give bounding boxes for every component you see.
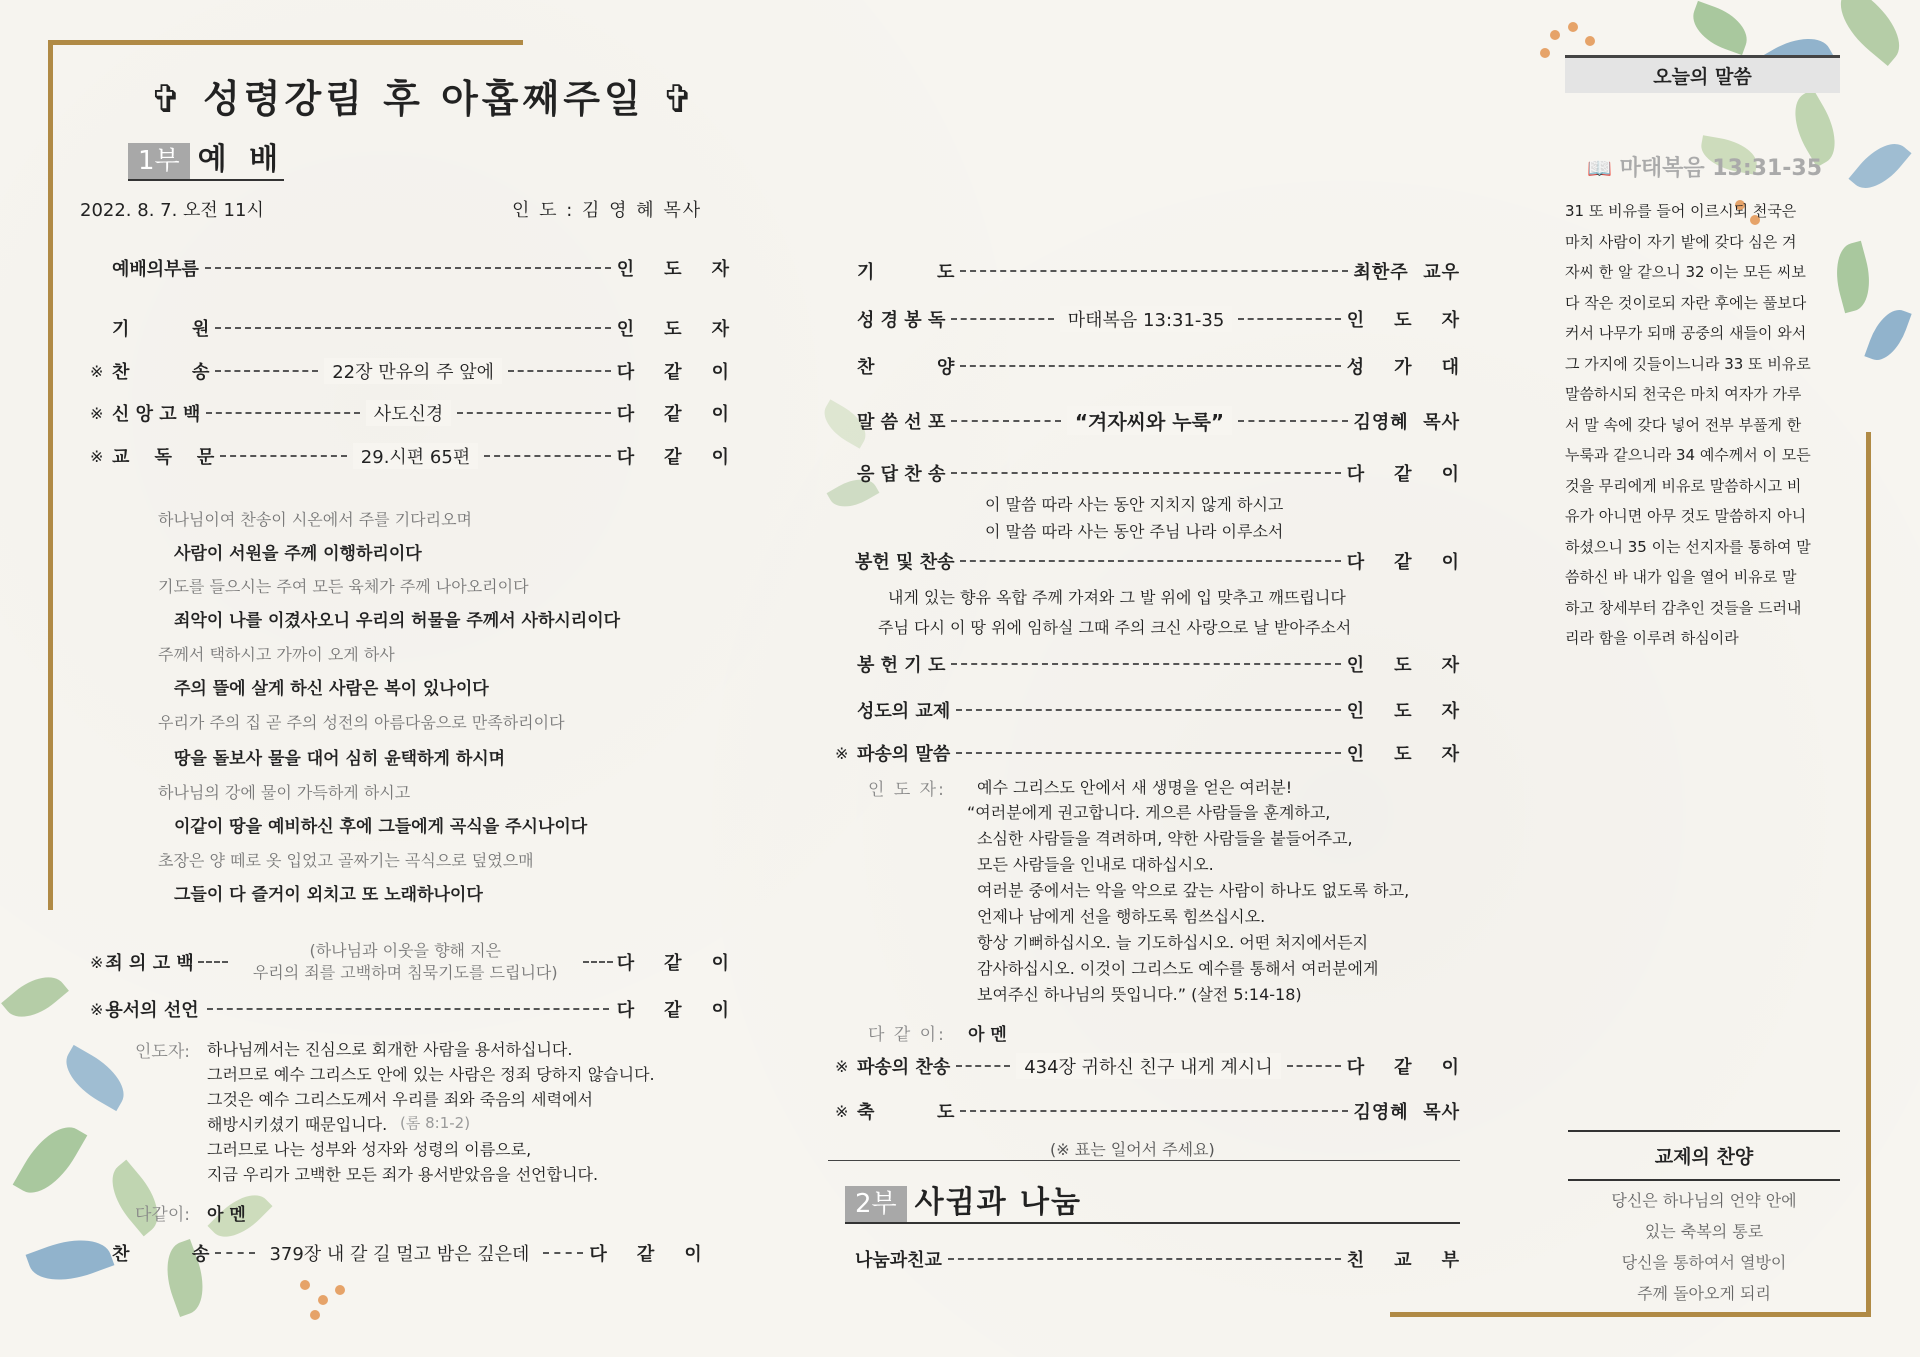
sending-line: 항상 기뻐하십시오. 늘 기도하십시오. 어떤 처지에서든지: [977, 933, 1369, 952]
reading-leader-line: 기도를 들으시는 주여 모든 육체가 주께 나아오리이다: [158, 577, 529, 596]
stand-mark: ※: [835, 1056, 849, 1076]
confession-note-line2: 우리의 죄를 고백하며 침묵기도를 드립니다): [252, 963, 558, 982]
order-item-fellowship: [855, 1246, 1460, 1272]
order-item: [835, 306, 1460, 332]
order-responsible: 다 같 이: [1346, 1057, 1460, 1078]
order-item: [835, 258, 1460, 284]
frame-line-left: [48, 40, 53, 910]
order-item-forgiveness: [90, 996, 730, 1022]
reading-leader-line: 하나님의 강에 물이 가득하게 하시고: [158, 783, 411, 802]
order-item: [835, 460, 1460, 486]
scripture-line: 유가 아니면 아무 것도 말씀하지 아니: [1565, 507, 1807, 525]
frame-line-right: [1866, 432, 1871, 1317]
all-response-2: 아 멘: [968, 1025, 1007, 1045]
scripture-reference-row: [1587, 151, 1840, 182]
order-label: 교 독 문: [112, 447, 215, 468]
reading-congregation-line: 사람이 서원을 주께 이행하리이다: [174, 544, 422, 564]
order-item: [835, 740, 1460, 766]
stand-mark: ※: [835, 743, 849, 763]
order-responsible: 다 같 이: [616, 1000, 730, 1021]
all-speaker-2: 다 같 이:: [868, 1025, 946, 1045]
order-label: 응 답 찬 송: [857, 464, 946, 485]
scripture-line: 마치 사람이 자기 밭에 갖다 심은 겨: [1565, 232, 1797, 251]
scripture-line: 커서 나무가 되매 공중의 새들이 와서: [1565, 324, 1807, 342]
sending-line: 소심한 사람들을 격려하며, 약한 사람들을 붙들어주고,: [977, 829, 1353, 848]
offering-song-line1: 내게 있는 향유 옥합 주께 가져와 그 발 위에 입 맞추고 깨뜨립니다: [888, 588, 1346, 607]
stand-mark: ※: [90, 952, 104, 972]
order-item-offering: [855, 548, 1460, 574]
sending-line: 모든 사람들을 인내로 대하십시오.: [977, 855, 1214, 874]
scripture-line: 31 또 비유를 들어 이르시되 천국은: [1565, 202, 1797, 220]
forgiveness-line: 지금 우리가 고백한 모든 죄가 용서받았음을 선언합니다.: [207, 1165, 599, 1184]
order-responsible: 김영혜 목사: [1353, 1102, 1460, 1123]
order-responsible: 인 도 자: [616, 319, 730, 340]
page-title: ✞ 성령강림 후 아홉째주일 ✞: [150, 77, 698, 121]
sending-line: 언제나 남에게 선을 행하도록 힘쓰십시오.: [977, 907, 1266, 926]
order-label: 성도의 교제: [857, 701, 951, 722]
order-responsible: 성 가 대: [1346, 357, 1460, 378]
frame-line-bottom-right: [1390, 1312, 1871, 1317]
hymn-line: 당신을 통하여서 열방이: [1621, 1253, 1787, 1272]
order-responsible: 친 교 부: [1346, 1250, 1460, 1271]
scripture-line: 다 작은 것이로되 자란 후에는 풀보다: [1565, 293, 1807, 312]
order-responsible: 인 도 자: [1346, 744, 1460, 765]
order-responsible: 다 같 이: [616, 404, 730, 425]
hymn-lyrics: [1568, 1185, 1840, 1309]
sending-line: 보여주신 하나님의 뜻입니다.” (살전 5:14-18): [977, 985, 1302, 1004]
scripture-line: 자씨 한 알 같으니 32 이는 모든 씨보: [1565, 263, 1806, 281]
scripture-line: 하셨으니 35 이는 선지자를 통하여 말: [1565, 537, 1811, 556]
stand-note: (※ 표는 일어서 주세요): [1050, 1140, 1215, 1159]
order-responsible: 다 같 이: [1346, 552, 1460, 573]
part1-heading: [128, 134, 284, 181]
part1-badge: 1부: [128, 143, 190, 179]
confession-note-line1: (하나님과 이웃을 향해 지은: [309, 941, 501, 960]
forgiveness-line: 해방시키셨기 때문입니다.: [207, 1115, 388, 1134]
service-date: 2022. 8. 7. 오전 11시: [80, 200, 264, 221]
todays-word-heading: 오늘의 말씀: [1565, 55, 1840, 93]
order-item: [835, 697, 1460, 723]
order-label: 봉 헌 기 도: [857, 655, 946, 676]
reading-leader-line: 초장은 양 떼로 옷 입었고 골짜기는 곡식으로 덮였으매: [158, 851, 534, 870]
order-label: 예배의부름: [112, 259, 199, 280]
response-song-line1: 이 말씀 따라 사는 동안 지치지 않게 하시고: [985, 495, 1284, 514]
order-item-hymn-final-left: [112, 1240, 730, 1266]
order-detail: “겨자씨와 누룩”: [1067, 406, 1232, 435]
forgiveness-line: 그것은 예수 그리스도께서 우리를 죄와 죽음의 세력에서: [207, 1090, 594, 1109]
sending-speaker: 인 도 자:: [868, 780, 946, 800]
divider-line: [828, 1160, 1460, 1161]
order-item: [835, 406, 1460, 435]
order-item: [90, 443, 730, 469]
stand-mark: ※: [90, 446, 104, 466]
order-responsible: 다 같 이: [589, 1244, 703, 1265]
order-responsible: 인 도 자: [616, 259, 730, 280]
reading-leader-line: 우리가 주의 집 곧 주의 성전의 아름다움으로 만족하리이다: [158, 713, 565, 732]
order-responsible: 최한주 교우: [1353, 262, 1460, 283]
order-responsible: 다 같 이: [616, 447, 731, 468]
sending-line: 여러분 중에서는 악을 악으로 갚는 사람이 하나도 없도록 하고,: [977, 881, 1410, 900]
order-label: 나눔과친교: [855, 1250, 942, 1271]
order-item: [835, 353, 1460, 379]
scripture-line: 하고 창세부터 감추인 것들을 드러내: [1565, 598, 1802, 617]
order-item: [90, 255, 730, 281]
forgiveness-line: 하나님께서는 진심으로 회개한 사람을 용서하십니다.: [207, 1040, 573, 1059]
order-label: 찬 송: [112, 362, 210, 383]
order-detail: 379장 내 갈 길 멀고 밤은 깊은데: [261, 1240, 537, 1266]
order-label: 말 씀 선 포: [857, 411, 946, 433]
order-detail: 마태복음 13:31-35: [1060, 306, 1233, 332]
order-label: 성 경 봉 독: [857, 310, 946, 331]
stand-mark: ※: [835, 1101, 849, 1121]
all-response: 아 멘: [207, 1205, 246, 1225]
order-item-confession: [90, 940, 730, 984]
order-responsible: 다 같 이: [616, 362, 731, 383]
scripture-line: 씀하신 바 내가 입을 열어 비유로 말: [1565, 568, 1797, 586]
scripture-line: 서 말 속에 갖다 넣어 전부 부풀게 한: [1565, 415, 1802, 434]
order-label: 봉헌 및 찬송: [855, 552, 955, 573]
stand-mark: ※: [90, 999, 104, 1019]
scripture-text: [1565, 196, 1840, 654]
order-detail: 22장 만유의 주 앞에: [324, 358, 502, 384]
stand-mark: ※: [90, 403, 104, 423]
order-label: 파송의 찬송: [857, 1057, 951, 1078]
order-responsible: 다 같 이: [1346, 464, 1460, 485]
order-label: 기 원: [112, 319, 210, 340]
offering-song-line2: 주님 다시 이 땅 위에 임하실 그때 주의 크신 사랑으로 날 받아주소서: [878, 618, 1352, 637]
order-detail: 434장 귀하신 친구 내게 계시니: [1016, 1053, 1281, 1079]
order-label: 찬 송: [112, 1244, 210, 1265]
part2-badge: 2부: [845, 1186, 907, 1222]
scripture-line: 것을 무리에게 비유로 말씀하시고 비: [1565, 476, 1802, 495]
order-item: [90, 400, 730, 426]
hymn-line: 주께 돌아오게 되리: [1637, 1284, 1771, 1303]
forgiveness-line: 그러므로 예수 그리스도 안에 있는 사람은 정죄 당하지 않습니다.: [207, 1065, 655, 1084]
order-item: [835, 1053, 1460, 1079]
scripture-line: 누룩과 같으니라 34 예수께서 이 모든: [1565, 446, 1811, 464]
sending-first-line: 예수 그리스도 안에서 새 생명을 얻은 여러분!: [977, 778, 1293, 797]
reading-congregation-line: 이같이 땅을 예비하신 후에 그들에게 곡식을 주시나이다: [174, 817, 588, 837]
stand-mark: ※: [90, 361, 104, 381]
book-icon: 📖: [1587, 156, 1612, 180]
order-detail: 사도신경: [366, 400, 452, 426]
scripture-line: 그 가지에 깃들이느니라 33 또 비유로: [1565, 354, 1811, 373]
reading-congregation-line: 죄악이 나를 이겼사오니 우리의 허물을 주께서 사하시리이다: [174, 611, 621, 631]
reading-congregation-line: 그들이 다 즐거이 외치고 또 노래하나이다: [174, 885, 483, 905]
part2-heading: [845, 1177, 1460, 1224]
scripture-line: 말씀하시되 천국은 마치 여자가 가루: [1565, 385, 1802, 403]
reading-leader-line: 하나님이여 찬송이 시온에서 주를 기다리오며: [158, 510, 473, 529]
order-item: [90, 315, 730, 341]
forgiveness-speaker: 인도자:: [135, 1042, 190, 1062]
hymn-line: 있는 축복의 통로: [1644, 1222, 1764, 1241]
todays-word-panel: [1565, 55, 1840, 654]
order-label: 축 도: [857, 1102, 955, 1123]
order-label: 찬 양: [857, 357, 955, 378]
service-leader: 인 도 : 김 영 혜 목사: [512, 200, 703, 221]
hymn-line: 당신은 하나님의 언약 안에: [1611, 1191, 1797, 1210]
hymn-panel: [1568, 1130, 1840, 1309]
order-responsible: 다 같 이: [616, 953, 730, 974]
all-speaker: 다같이:: [135, 1205, 190, 1225]
order-responsible: 인 도 자: [1346, 701, 1460, 722]
order-item: [835, 1098, 1460, 1124]
forgiveness-line: 그러므로 나는 성부와 성자와 성령의 이름으로,: [207, 1140, 532, 1159]
reading-leader-line: 주께서 택하시고 가까이 오게 하사: [158, 645, 395, 664]
scripture-reference-inline: (롬 8:1-2): [400, 1114, 471, 1132]
hymn-heading: 교제의 찬양: [1568, 1130, 1840, 1181]
scripture-reference: 마태복음 13:31-35: [1619, 156, 1823, 181]
order-label: 용서의 선언: [105, 1000, 199, 1021]
part2-name: 사귐과 나눔: [914, 1185, 1083, 1220]
order-label: 기 도: [857, 262, 955, 283]
order-detail: 29.시편 65편: [353, 443, 478, 469]
order-label: 파송의 말씀: [857, 744, 951, 765]
order-label: 죄 의 고 백: [105, 953, 194, 974]
scripture-line: 리라 함을 이루려 하심이라: [1565, 629, 1739, 647]
reading-congregation-line: 주의 뜰에 살게 하신 사람은 복이 있나이다: [174, 679, 489, 699]
order-item: [90, 358, 730, 384]
order-responsible: 김영혜 목사: [1353, 411, 1461, 433]
reading-congregation-line: 땅을 돌보사 물을 대어 심히 윤택하게 하시며: [174, 749, 506, 769]
response-song-line2: 이 말씀 따라 사는 동안 주님 나라 이루소서: [985, 522, 1284, 541]
order-label: 신 앙 고 백: [112, 404, 201, 425]
frame-line-top-left: [48, 40, 523, 45]
order-responsible: 인 도 자: [1346, 655, 1460, 676]
order-item: [835, 651, 1460, 677]
part1-name: 예 배: [197, 142, 285, 177]
order-responsible: 인 도 자: [1346, 310, 1461, 331]
sending-line: 감사하십시오. 이것이 그리스도 예수를 통해서 여러분에게: [977, 959, 1379, 978]
sending-line: “여러분에게 권고합니다. 게으른 사람들을 훈계하고,: [967, 803, 1331, 822]
